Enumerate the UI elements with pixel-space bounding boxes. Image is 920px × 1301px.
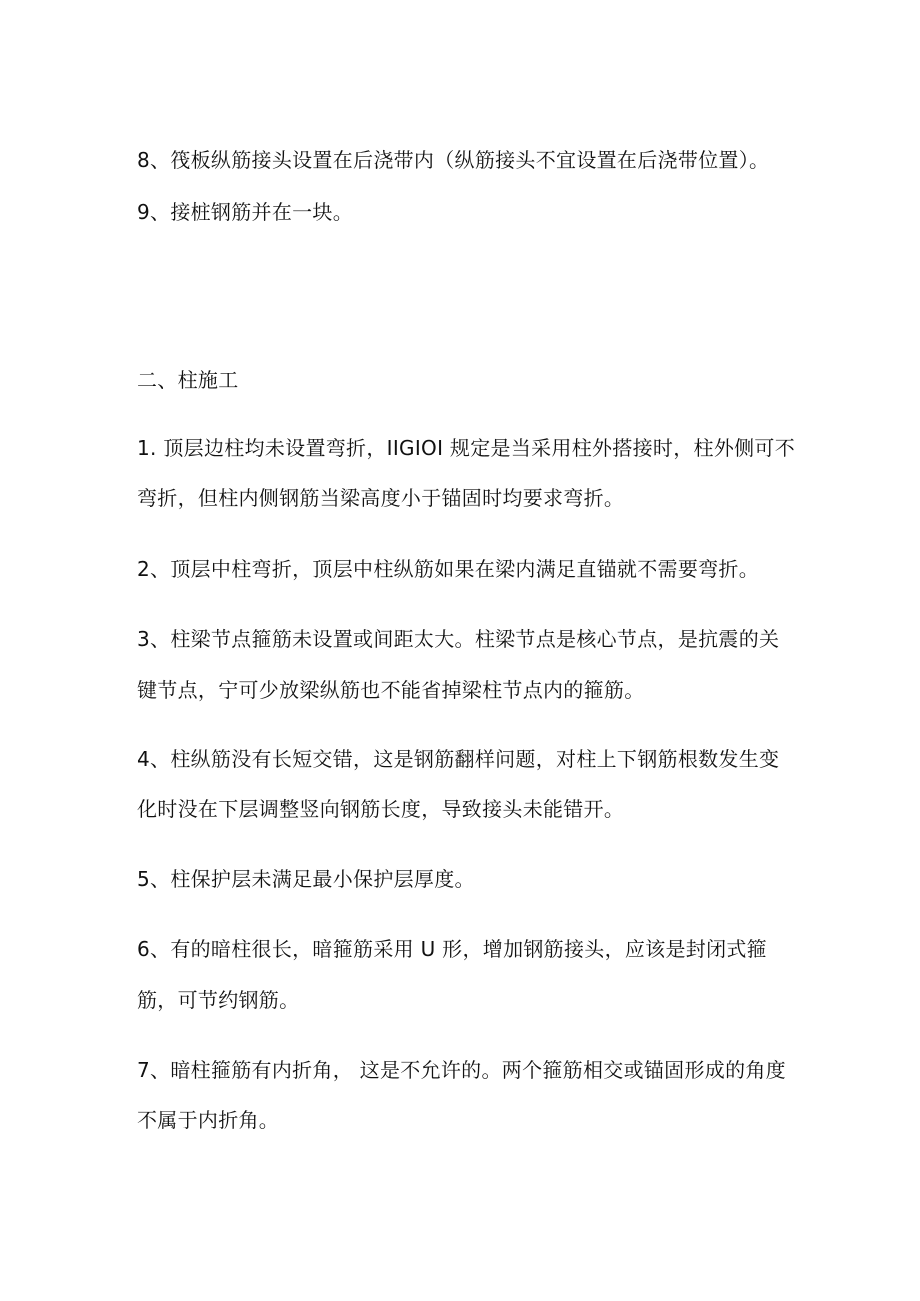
item-4-line-2: 化时没在下层调整竖向钢筋长度，导致接头未能错开。	[137, 797, 625, 821]
item-6-line-1: 6、有的暗柱很长，暗箍筋采用 U 形，增加钢筋接头，应该是封闭式箍	[137, 937, 767, 961]
item-5-line-1: 5、柱保护层未满足最小保护层厚度。	[137, 867, 475, 891]
item-2-line-1: 2、顶层中柱弯折，顶层中柱纵筋如果在梁内满足直锚就不需要弯折。	[137, 557, 760, 581]
item-1-line-1: 1. 顶层边柱均未设置弯折，IIGIOI 规定是当采用柱外搭接时，柱外侧可不	[137, 436, 796, 460]
item-7-line-1: 7、暗柱箍筋有内折角， 这是不允许的。两个箍筋相交或锚固形成的角度	[137, 1058, 786, 1082]
item-3-line-2: 键节点，宁可少放梁纵筋也不能省掉梁柱节点内的箍筋。	[137, 678, 645, 702]
item-9-line: 9、接桩钢筋并在一块。	[137, 200, 354, 224]
item-7-line-2: 不属于内折角。	[137, 1108, 280, 1132]
item-6-line-2: 筋，可节约钢筋。	[137, 988, 300, 1012]
item-3-line-1: 3、柱梁节点箍筋未设置或间距太大。柱梁节点是核心节点，是抗震的关	[137, 627, 780, 651]
item-8-line: 8、筏板纵筋接头设置在后浇带内（纵筋接头不宜设置在后浇带位置）。	[137, 148, 770, 172]
item-1-line-2: 弯折，但柱内侧钢筋当梁高度小于锚固时均要求弯折。	[137, 486, 625, 510]
item-4-line-1: 4、柱纵筋没有长短交错，这是钢筋翻样问题，对柱上下钢筋根数发生变	[137, 747, 780, 771]
section-heading: 二、柱施工	[137, 368, 239, 392]
